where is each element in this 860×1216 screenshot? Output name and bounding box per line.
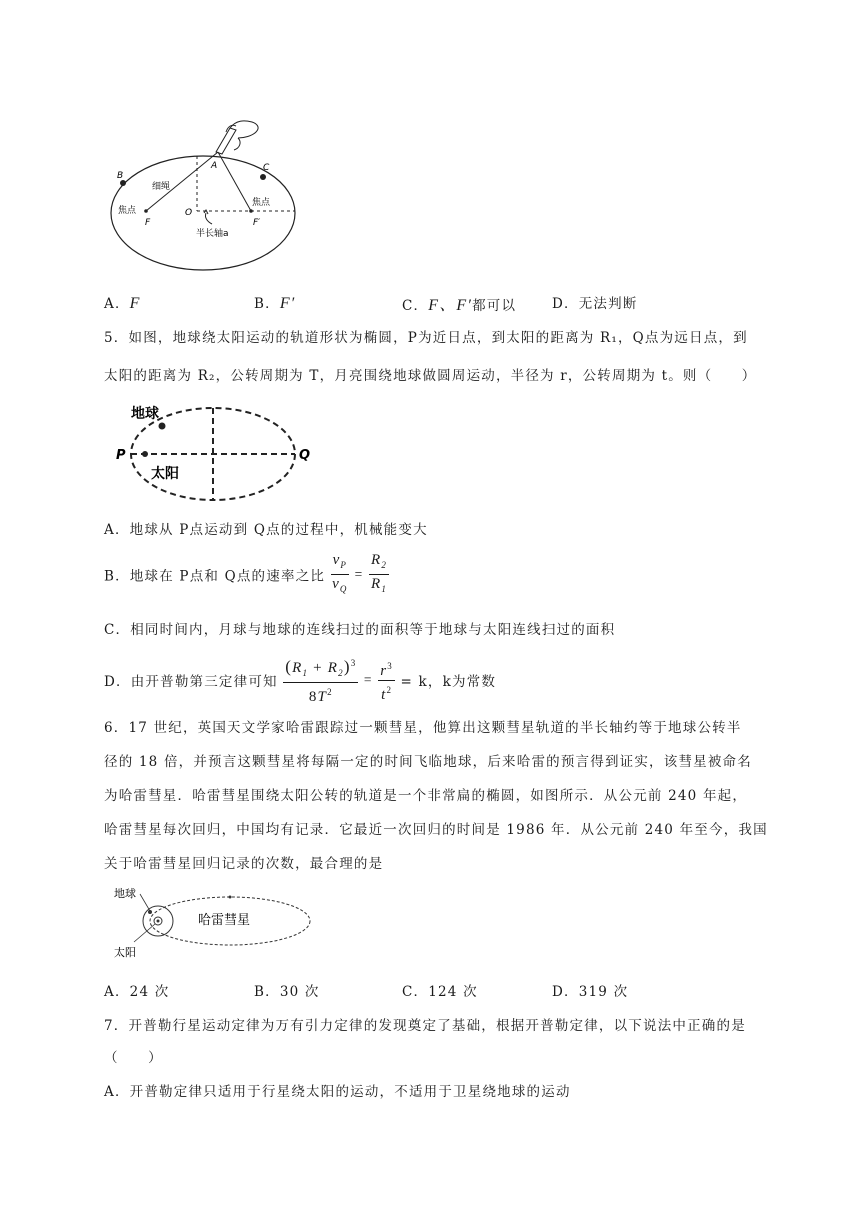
- kepler-third-law-fraction: $\frac{(R_1 + R_2)^3}{8T^2}$: [283, 654, 358, 706]
- label-f: F: [145, 218, 151, 228]
- q5-option-a[interactable]: A．地球从 P点运动到 Q点的过程中，机械能变大: [104, 522, 428, 538]
- label-c: C: [263, 163, 270, 173]
- halley-comet-figure: [110, 884, 316, 968]
- velocity-ratio-fraction: $\frac{v_P}{v_Q}$: [332, 552, 348, 594]
- q5-option-b[interactable]: B．地球在 P点和 Q点的速率之比 $\frac{v_P}{v_Q}$ = $\frac{R_2}{R_1}$: [104, 551, 389, 598]
- earth-orbit-figure: [115, 396, 315, 506]
- q5-stem-line-2: 太阳的距离为 R₂，公转周期为 T，月亮围绕地球做圆周运动，半径为 r，公转周期为 t。则（ ）: [104, 368, 757, 384]
- q5-stem-line-1: 5．如图，地球绕太阳运动的轨道形状为椭圆，P为近日点，到太阳的距离为 R₁，Q点为远日点，到: [104, 330, 748, 346]
- label-f-prime: F′: [253, 218, 261, 228]
- label-earth: 地球: [131, 406, 159, 422]
- q6-stem-line-5: 关于哈雷彗星回归记录的次数，最合理的是: [104, 856, 384, 872]
- q7-stem-line-1: 7．开普勒行星运动定律为万有引力定律的发现奠定了基础，根据开普勒定律，以下说法中正确的是: [104, 1018, 746, 1034]
- label-focus-right: 焦点: [252, 198, 271, 208]
- q4-option-d[interactable]: D．无法判断: [552, 296, 638, 312]
- q4-option-b[interactable]: B．F′: [254, 295, 296, 312]
- q6-option-c[interactable]: C．124 次: [402, 984, 478, 1000]
- q6-option-d[interactable]: D．319 次: [552, 984, 629, 1000]
- q6-stem-line-4: 哈雷彗星每次回归，中国均有记录．它最近一次回归的时间是 1986 年．从公元前 240 年至今，我国: [104, 822, 768, 838]
- q6-stem-line-1: 6．17 世纪，英国天文学家哈雷跟踪过一颗彗星，他算出这颗彗星轨道的半长轴约等于地球公转半: [104, 720, 742, 736]
- label-focus-left: 焦点: [118, 206, 137, 216]
- label-rope: 细绳: [152, 182, 171, 192]
- label-semi-major: 半长轴a: [196, 229, 229, 239]
- label-earth: 地球: [114, 887, 136, 900]
- q7-stem-line-2: （ ）: [104, 1050, 163, 1066]
- label-b: B: [117, 171, 124, 181]
- q4-option-a[interactable]: A．F: [104, 295, 141, 312]
- ellipse-drawing-figure: [108, 112, 308, 277]
- q6-option-b[interactable]: B．30 次: [254, 984, 320, 1000]
- moon-orbit-fraction: $\frac{r^3}{t^2}$: [378, 657, 395, 704]
- q6-option-a[interactable]: A．24 次: [104, 984, 170, 1000]
- label-p: P: [116, 448, 126, 463]
- q5-option-d[interactable]: D．由开普勒第三定律可知 $\frac{(R_1 + R_2)^3}{8T^2}$ = $\frac{r^3}{t^2}$ = k，k为常数: [104, 654, 496, 706]
- label-q: Q: [299, 448, 311, 463]
- label-comet: 哈雷彗星: [198, 913, 251, 928]
- q6-stem-line-3: 为哈雷彗星．哈雷彗星围绕太阳公转的轨道是一个非常扁的椭圆，如图所示．从公元前 240 年起，: [104, 788, 748, 804]
- q7-option-a[interactable]: A．开普勒定律只适用于行星绕太阳的运动，不适用于卫星绕地球的运动: [104, 1084, 571, 1100]
- label-sun: 太阳: [114, 946, 136, 959]
- label-a: A: [211, 161, 218, 171]
- label-sun: 太阳: [151, 466, 179, 482]
- label-o: O: [185, 208, 193, 218]
- radius-ratio-fraction: $\frac{R_2}{R_1}$: [370, 552, 388, 594]
- q6-stem-line-2: 径的 18 倍，并预言这颗彗星将每隔一定的时间飞临地球，后来哈雷的预言得到证实，该彗星被命名: [104, 754, 752, 770]
- q5-option-c[interactable]: C．相同时间内，月球与地球的连线扫过的面积等于地球与太阳连线扫过的面积: [104, 622, 616, 638]
- q4-option-c[interactable]: C．F、F′都可以: [402, 297, 517, 314]
